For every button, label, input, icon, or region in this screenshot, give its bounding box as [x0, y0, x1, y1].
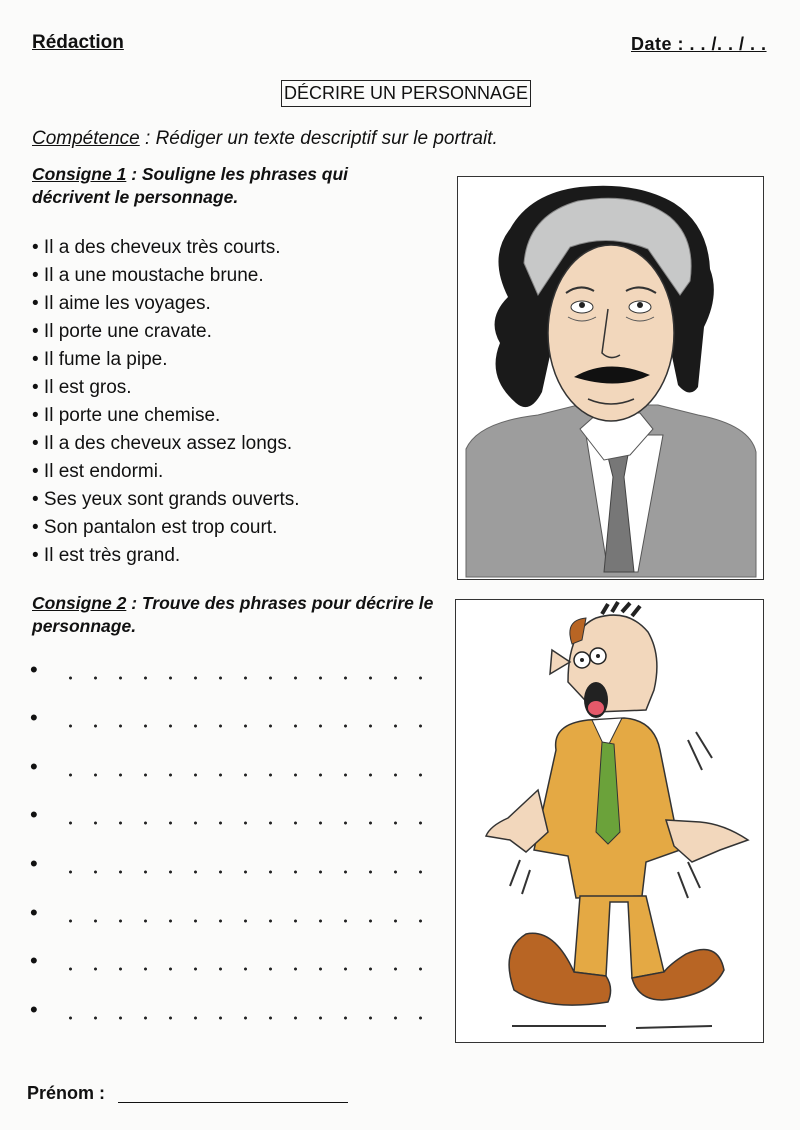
sentence-item[interactable]: • Il aime les voyages. [32, 293, 211, 314]
worksheet-title: DÉCRIRE UN PERSONNAGE [281, 80, 531, 107]
dotted-line [58, 919, 430, 923]
consigne-2-label: Consigne 2 [32, 593, 127, 613]
answer-bullet: • [30, 948, 38, 973]
prenom-label: Prénom : [27, 1083, 106, 1103]
portrait-2-illustration [456, 600, 763, 1042]
portrait-1-frame [457, 176, 764, 580]
sentence-item[interactable]: • Il est très grand. [32, 545, 181, 566]
consigne-1-label: Consigne 1 [32, 164, 127, 184]
answer-line[interactable] [30, 705, 430, 732]
answer-line[interactable] [30, 997, 430, 1024]
sentence-item[interactable]: • Il a une moustache brune. [32, 265, 264, 286]
answer-line[interactable] [30, 900, 430, 927]
answer-bullet: • [30, 802, 38, 827]
answer-line[interactable] [30, 754, 430, 781]
answer-bullet: • [30, 705, 38, 730]
sentence-list [32, 236, 300, 572]
sentence-item[interactable]: • Il est endormi. [32, 461, 164, 482]
consigne-2-text: : Trouve des phrases pour décrire le personnage. [32, 593, 434, 636]
prenom-input-line[interactable] [118, 1102, 348, 1103]
dotted-line [58, 676, 430, 680]
dotted-line [58, 967, 430, 971]
consigne-2 [32, 592, 442, 638]
sentence-item[interactable]: • Son pantalon est trop court. [32, 517, 278, 538]
sentence-item[interactable]: • Il porte une cravate. [32, 321, 212, 342]
sentence-item[interactable]: • Il est gros. [32, 377, 132, 398]
answer-line[interactable] [30, 948, 430, 975]
answer-bullet: • [30, 997, 38, 1022]
answer-bullet: • [30, 900, 38, 925]
sentence-item[interactable]: • Il a des cheveux assez longs. [32, 433, 293, 454]
dotted-line [58, 1016, 430, 1020]
answer-line[interactable] [30, 657, 430, 684]
consigne-1-text: : Souligne les phrases qui décrivent le personnage. [32, 164, 349, 207]
sentence-item[interactable]: • Ses yeux sont grands ouverts. [32, 489, 300, 510]
answer-line[interactable] [30, 802, 430, 829]
answer-bullet: • [30, 754, 38, 779]
competence-line [32, 128, 498, 150]
competence-text: : Rédiger un texte descriptif sur le portrait. [139, 128, 498, 149]
competence-label: Compétence [32, 128, 140, 149]
dotted-line [58, 724, 430, 728]
answer-bullet: • [30, 851, 38, 876]
consigne-1 [32, 163, 392, 209]
header-date: Date : . . /. . / . . [631, 34, 767, 54]
header-subject: Rédaction [32, 32, 124, 53]
dotted-line [58, 821, 430, 825]
sentence-item[interactable]: • Il a des cheveux très courts. [32, 237, 281, 258]
sentence-item[interactable]: • Il porte une chemise. [32, 405, 221, 426]
sentence-item[interactable]: • Il fume la pipe. [32, 349, 168, 370]
portrait-1-illustration [458, 177, 763, 579]
dotted-line [58, 870, 430, 874]
portrait-2-frame [455, 599, 764, 1043]
dotted-line [58, 773, 430, 777]
answer-line[interactable] [30, 851, 430, 878]
answer-bullet: • [30, 657, 38, 682]
